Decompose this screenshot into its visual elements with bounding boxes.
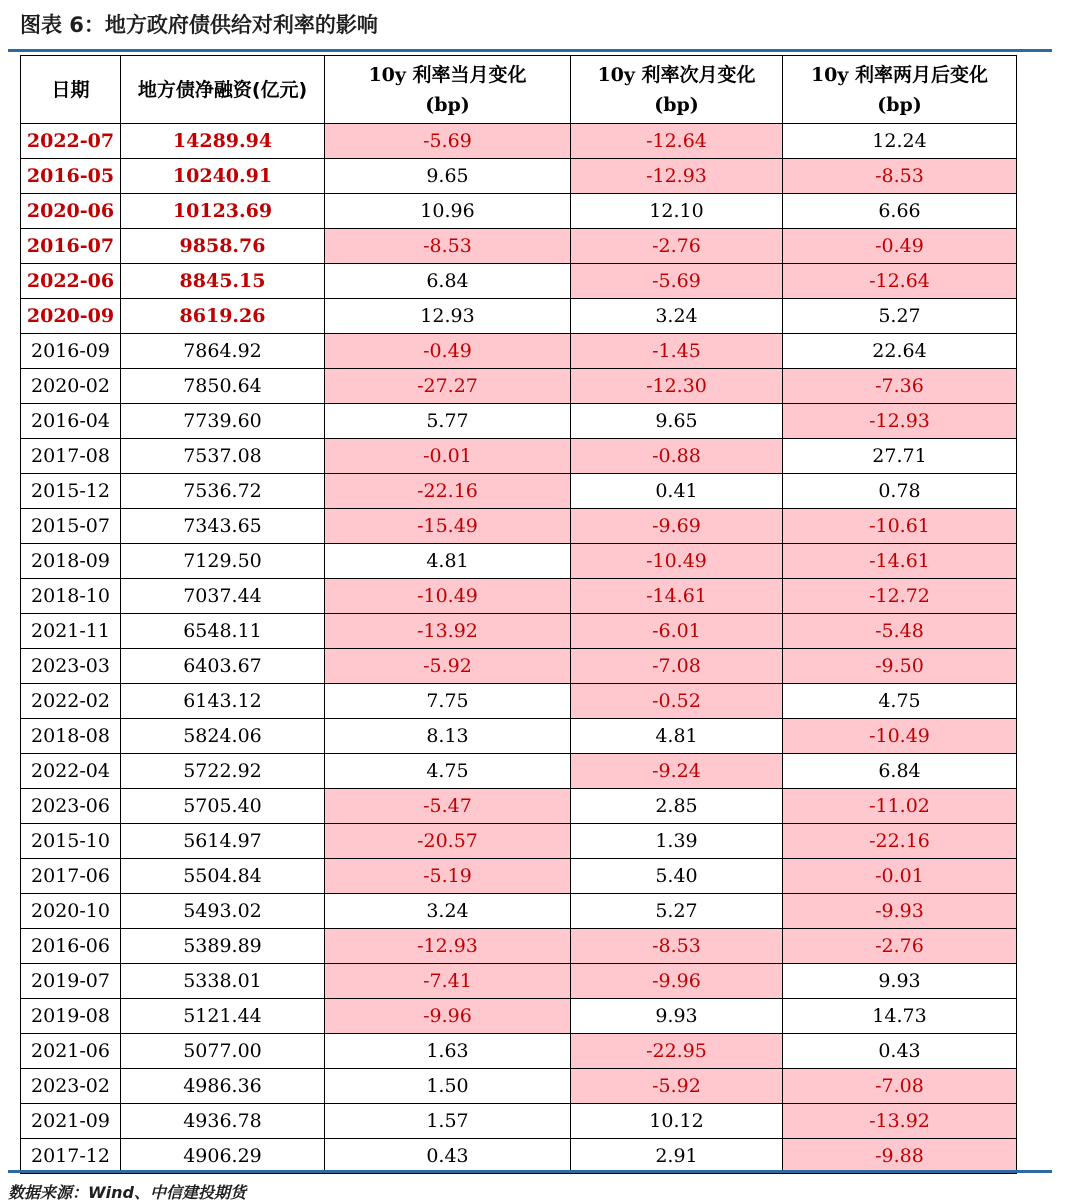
cell-financing: 4936.78 <box>121 1104 325 1139</box>
cell-current-month: -12.93 <box>325 929 571 964</box>
cell-two-months: 0.78 <box>783 474 1017 509</box>
cell-financing: 5338.01 <box>121 964 325 999</box>
cell-financing: 7129.50 <box>121 544 325 579</box>
cell-date: 2015-10 <box>21 824 121 859</box>
cell-current-month: 4.81 <box>325 544 571 579</box>
cell-date: 2018-10 <box>21 579 121 614</box>
cell-two-months: -8.53 <box>783 159 1017 194</box>
header-next-month-label: 10y 利率次月变化 <box>597 63 756 86</box>
cell-next-month: -12.64 <box>571 124 783 159</box>
cell-two-months: 0.43 <box>783 1034 1017 1069</box>
cell-date: 2021-11 <box>21 614 121 649</box>
table-row <box>21 509 1017 544</box>
table-row <box>21 194 1017 229</box>
cell-financing: 7864.92 <box>121 334 325 369</box>
top-rule <box>8 49 1052 52</box>
cell-date: 2020-09 <box>21 299 121 334</box>
cell-current-month: -5.47 <box>325 789 571 824</box>
table-row <box>21 789 1017 824</box>
cell-next-month: -0.52 <box>571 684 783 719</box>
table-row <box>21 229 1017 264</box>
cell-current-month: -22.16 <box>325 474 571 509</box>
cell-date: 2020-02 <box>21 369 121 404</box>
cell-next-month: -9.96 <box>571 964 783 999</box>
cell-next-month: -2.76 <box>571 229 783 264</box>
table-row <box>21 369 1017 404</box>
table-row <box>21 894 1017 929</box>
cell-financing: 6403.67 <box>121 649 325 684</box>
cell-current-month: -10.49 <box>325 579 571 614</box>
cell-financing: 5824.06 <box>121 719 325 754</box>
cell-current-month: -5.69 <box>325 124 571 159</box>
cell-next-month: -14.61 <box>571 579 783 614</box>
cell-next-month: -6.01 <box>571 614 783 649</box>
cell-date: 2015-12 <box>21 474 121 509</box>
cell-next-month: -12.93 <box>571 159 783 194</box>
cell-current-month: 10.96 <box>325 194 571 229</box>
cell-two-months: -14.61 <box>783 544 1017 579</box>
cell-date: 2018-09 <box>21 544 121 579</box>
header-date: 日期 <box>21 56 121 124</box>
cell-two-months: 27.71 <box>783 439 1017 474</box>
cell-next-month: 12.10 <box>571 194 783 229</box>
figure-title: 图表 6：地方政府债供给对利率的影响 <box>20 13 378 37</box>
cell-next-month: -10.49 <box>571 544 783 579</box>
cell-two-months: -12.93 <box>783 404 1017 439</box>
cell-current-month: 4.75 <box>325 754 571 789</box>
cell-two-months: -10.61 <box>783 509 1017 544</box>
cell-two-months: 6.66 <box>783 194 1017 229</box>
header-two-months-unit: (bp) <box>877 93 922 116</box>
cell-date: 2023-06 <box>21 789 121 824</box>
cell-two-months: -0.49 <box>783 229 1017 264</box>
header-financing: 地方债净融资(亿元) <box>121 56 325 124</box>
cell-next-month: 1.39 <box>571 824 783 859</box>
cell-next-month: -7.08 <box>571 649 783 684</box>
cell-date: 2016-05 <box>21 159 121 194</box>
cell-two-months: -0.01 <box>783 859 1017 894</box>
cell-date: 2017-12 <box>21 1139 121 1174</box>
cell-current-month: -0.49 <box>325 334 571 369</box>
cell-current-month: 6.84 <box>325 264 571 299</box>
cell-next-month: 4.81 <box>571 719 783 754</box>
table-row <box>21 159 1017 194</box>
cell-financing: 4986.36 <box>121 1069 325 1104</box>
table-row <box>21 999 1017 1034</box>
cell-next-month: -5.92 <box>571 1069 783 1104</box>
cell-current-month: -15.49 <box>325 509 571 544</box>
cell-financing: 7343.65 <box>121 509 325 544</box>
cell-current-month: 9.65 <box>325 159 571 194</box>
cell-date: 2023-02 <box>21 1069 121 1104</box>
cell-two-months: -9.50 <box>783 649 1017 684</box>
cell-financing: 7536.72 <box>121 474 325 509</box>
cell-next-month: 10.12 <box>571 1104 783 1139</box>
cell-current-month: 8.13 <box>325 719 571 754</box>
cell-current-month: -20.57 <box>325 824 571 859</box>
cell-next-month: -22.95 <box>571 1034 783 1069</box>
cell-next-month: -9.24 <box>571 754 783 789</box>
cell-date: 2022-06 <box>21 264 121 299</box>
cell-financing: 5121.44 <box>121 999 325 1034</box>
table-row <box>21 1139 1017 1174</box>
cell-two-months: -10.49 <box>783 719 1017 754</box>
cell-current-month: 1.50 <box>325 1069 571 1104</box>
cell-current-month: -8.53 <box>325 229 571 264</box>
cell-date: 2016-09 <box>21 334 121 369</box>
cell-next-month: -0.88 <box>571 439 783 474</box>
table-header-row <box>21 56 1017 124</box>
cell-two-months: 6.84 <box>783 754 1017 789</box>
cell-date: 2022-07 <box>21 124 121 159</box>
table-row <box>21 334 1017 369</box>
table-row <box>21 649 1017 684</box>
cell-current-month: -0.01 <box>325 439 571 474</box>
cell-two-months: -5.48 <box>783 614 1017 649</box>
cell-financing: 14289.94 <box>121 124 325 159</box>
cell-date: 2017-08 <box>21 439 121 474</box>
cell-next-month: -5.69 <box>571 264 783 299</box>
cell-two-months: 14.73 <box>783 999 1017 1034</box>
cell-two-months: -9.93 <box>783 894 1017 929</box>
cell-financing: 8619.26 <box>121 299 325 334</box>
cell-two-months: 9.93 <box>783 964 1017 999</box>
cell-current-month: -13.92 <box>325 614 571 649</box>
cell-financing: 6143.12 <box>121 684 325 719</box>
table-row <box>21 719 1017 754</box>
cell-two-months: 4.75 <box>783 684 1017 719</box>
cell-next-month: -8.53 <box>571 929 783 964</box>
cell-next-month: 5.27 <box>571 894 783 929</box>
cell-current-month: 0.43 <box>325 1139 571 1174</box>
table-row <box>21 299 1017 334</box>
table-row <box>21 614 1017 649</box>
cell-financing: 5705.40 <box>121 789 325 824</box>
table-row <box>21 1034 1017 1069</box>
cell-two-months: -22.16 <box>783 824 1017 859</box>
cell-date: 2016-06 <box>21 929 121 964</box>
cell-financing: 8845.15 <box>121 264 325 299</box>
cell-two-months: 12.24 <box>783 124 1017 159</box>
cell-next-month: 9.93 <box>571 999 783 1034</box>
table-row <box>21 684 1017 719</box>
header-next-month-unit: (bp) <box>654 93 699 116</box>
cell-current-month: -9.96 <box>325 999 571 1034</box>
table-row <box>21 579 1017 614</box>
cell-financing: 10123.69 <box>121 194 325 229</box>
cell-date: 2021-09 <box>21 1104 121 1139</box>
cell-two-months: -11.02 <box>783 789 1017 824</box>
cell-financing: 5614.97 <box>121 824 325 859</box>
cell-financing: 7739.60 <box>121 404 325 439</box>
cell-date: 2020-10 <box>21 894 121 929</box>
cell-date: 2019-07 <box>21 964 121 999</box>
cell-next-month: 9.65 <box>571 404 783 439</box>
cell-two-months: -13.92 <box>783 1104 1017 1139</box>
cell-financing: 4906.29 <box>121 1139 325 1174</box>
cell-current-month: 1.57 <box>325 1104 571 1139</box>
header-current-month <box>325 56 571 124</box>
cell-two-months: 22.64 <box>783 334 1017 369</box>
cell-next-month: 3.24 <box>571 299 783 334</box>
cell-next-month: -12.30 <box>571 369 783 404</box>
table-row <box>21 1104 1017 1139</box>
table-row <box>21 1069 1017 1104</box>
bottom-rule <box>8 1170 1052 1173</box>
table-row <box>21 404 1017 439</box>
cell-two-months: -12.64 <box>783 264 1017 299</box>
cell-current-month: 7.75 <box>325 684 571 719</box>
cell-financing: 5077.00 <box>121 1034 325 1069</box>
cell-two-months: -7.36 <box>783 369 1017 404</box>
cell-date: 2018-08 <box>21 719 121 754</box>
cell-two-months: -7.08 <box>783 1069 1017 1104</box>
cell-date: 2017-06 <box>21 859 121 894</box>
cell-two-months: -9.88 <box>783 1139 1017 1174</box>
cell-financing: 5389.89 <box>121 929 325 964</box>
header-next-month <box>571 56 783 124</box>
cell-current-month: -7.41 <box>325 964 571 999</box>
table-row <box>21 264 1017 299</box>
cell-two-months: -12.72 <box>783 579 1017 614</box>
table-row <box>21 754 1017 789</box>
cell-financing: 7037.44 <box>121 579 325 614</box>
header-two-months-label: 10y 利率两月后变化 <box>810 63 989 86</box>
cell-financing: 5722.92 <box>121 754 325 789</box>
table-row <box>21 544 1017 579</box>
cell-date: 2019-08 <box>21 999 121 1034</box>
table-row <box>21 439 1017 474</box>
cell-next-month: -9.69 <box>571 509 783 544</box>
cell-current-month: 5.77 <box>325 404 571 439</box>
cell-two-months: 5.27 <box>783 299 1017 334</box>
table-row <box>21 929 1017 964</box>
cell-next-month: 2.91 <box>571 1139 783 1174</box>
header-two-months <box>783 56 1017 124</box>
cell-financing: 9858.76 <box>121 229 325 264</box>
cell-date: 2016-04 <box>21 404 121 439</box>
cell-financing: 7537.08 <box>121 439 325 474</box>
table-row <box>21 859 1017 894</box>
rate-change-table <box>20 55 1017 1174</box>
cell-date: 2021-06 <box>21 1034 121 1069</box>
cell-next-month: 5.40 <box>571 859 783 894</box>
table-row <box>21 474 1017 509</box>
cell-financing: 7850.64 <box>121 369 325 404</box>
header-current-month-unit: (bp) <box>425 93 470 116</box>
cell-date: 2015-07 <box>21 509 121 544</box>
cell-financing: 6548.11 <box>121 614 325 649</box>
cell-current-month: -5.19 <box>325 859 571 894</box>
cell-current-month: 12.93 <box>325 299 571 334</box>
header-current-month-label: 10y 利率当月变化 <box>368 63 527 86</box>
table-row <box>21 964 1017 999</box>
source-note: 数据来源：Wind、中信建投期货 <box>8 1183 246 1202</box>
cell-financing: 5493.02 <box>121 894 325 929</box>
cell-financing: 10240.91 <box>121 159 325 194</box>
cell-two-months: -2.76 <box>783 929 1017 964</box>
cell-date: 2020-06 <box>21 194 121 229</box>
cell-next-month: 2.85 <box>571 789 783 824</box>
table-row <box>21 124 1017 159</box>
cell-next-month: 0.41 <box>571 474 783 509</box>
cell-date: 2022-04 <box>21 754 121 789</box>
cell-next-month: -1.45 <box>571 334 783 369</box>
cell-date: 2022-02 <box>21 684 121 719</box>
table-row <box>21 824 1017 859</box>
cell-current-month: 3.24 <box>325 894 571 929</box>
table-body <box>21 124 1017 1174</box>
cell-date: 2016-07 <box>21 229 121 264</box>
cell-financing: 5504.84 <box>121 859 325 894</box>
cell-current-month: 1.63 <box>325 1034 571 1069</box>
cell-current-month: -5.92 <box>325 649 571 684</box>
cell-date: 2023-03 <box>21 649 121 684</box>
cell-current-month: -27.27 <box>325 369 571 404</box>
